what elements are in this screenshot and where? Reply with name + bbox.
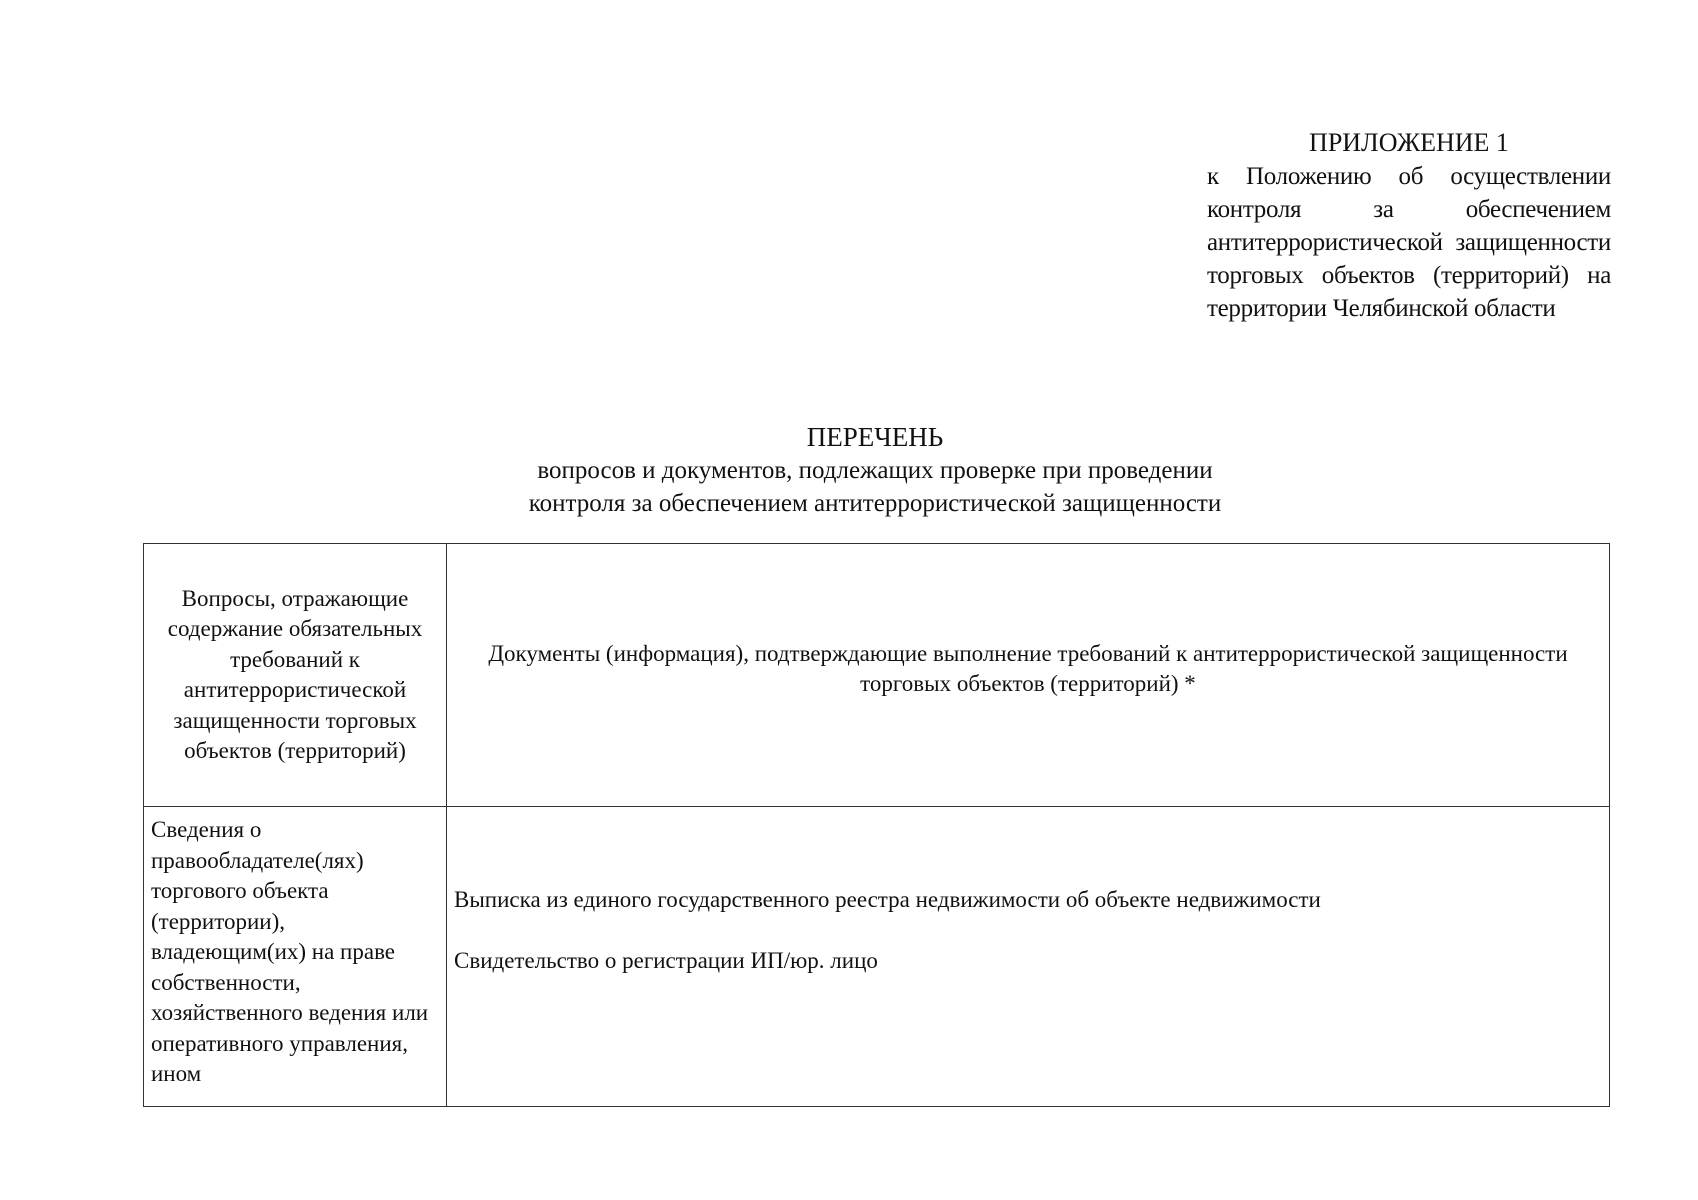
- heading-title: ПЕРЕЧЕНЬ: [806, 422, 944, 452]
- header-documents: Документы (информация), подтверждающие выполнение требований к антитеррористической защищенности торговых объектов (территорий) *: [447, 544, 1610, 807]
- heading-subtitle-line1: вопросов и документов, подлежащих проверке при проведении: [537, 457, 1213, 484]
- document-heading: [300, 420, 1450, 520]
- appendix-title: ПРИЛОЖЕНИЕ 1: [1309, 128, 1509, 157]
- heading-subtitle-line2: контроля за обеспечением антитеррористической защищенности: [528, 490, 1222, 517]
- appendix-block: [1207, 126, 1611, 325]
- document-item: Выписка из единого государственного реестра недвижимости об объекте недвижимости: [454, 887, 1321, 912]
- table-row: [144, 807, 1610, 1107]
- row-question: Сведения о правообладателе(лях) торгового объекта (территории), владеющим(их) на праве собственности, хозяйственного ведения или оперативного управления, ином: [144, 807, 447, 1107]
- appendix-text: к Положению об осуществлении контроля за обеспечением антитеррористической защищенности торговых объектов (территорий) на территории Челябинской области: [1207, 163, 1611, 322]
- table-header-row: [144, 544, 1610, 807]
- header-questions: Вопросы, отражающие содержание обязательных требований к антитеррористической защищенности торговых объектов (территорий): [144, 544, 447, 807]
- document-spacer: [454, 916, 1603, 946]
- document-item: Свидетельство о регистрации ИП/юр. лицо: [454, 947, 878, 973]
- checklist-table: [143, 543, 1610, 1107]
- row-documents: [447, 807, 1610, 1107]
